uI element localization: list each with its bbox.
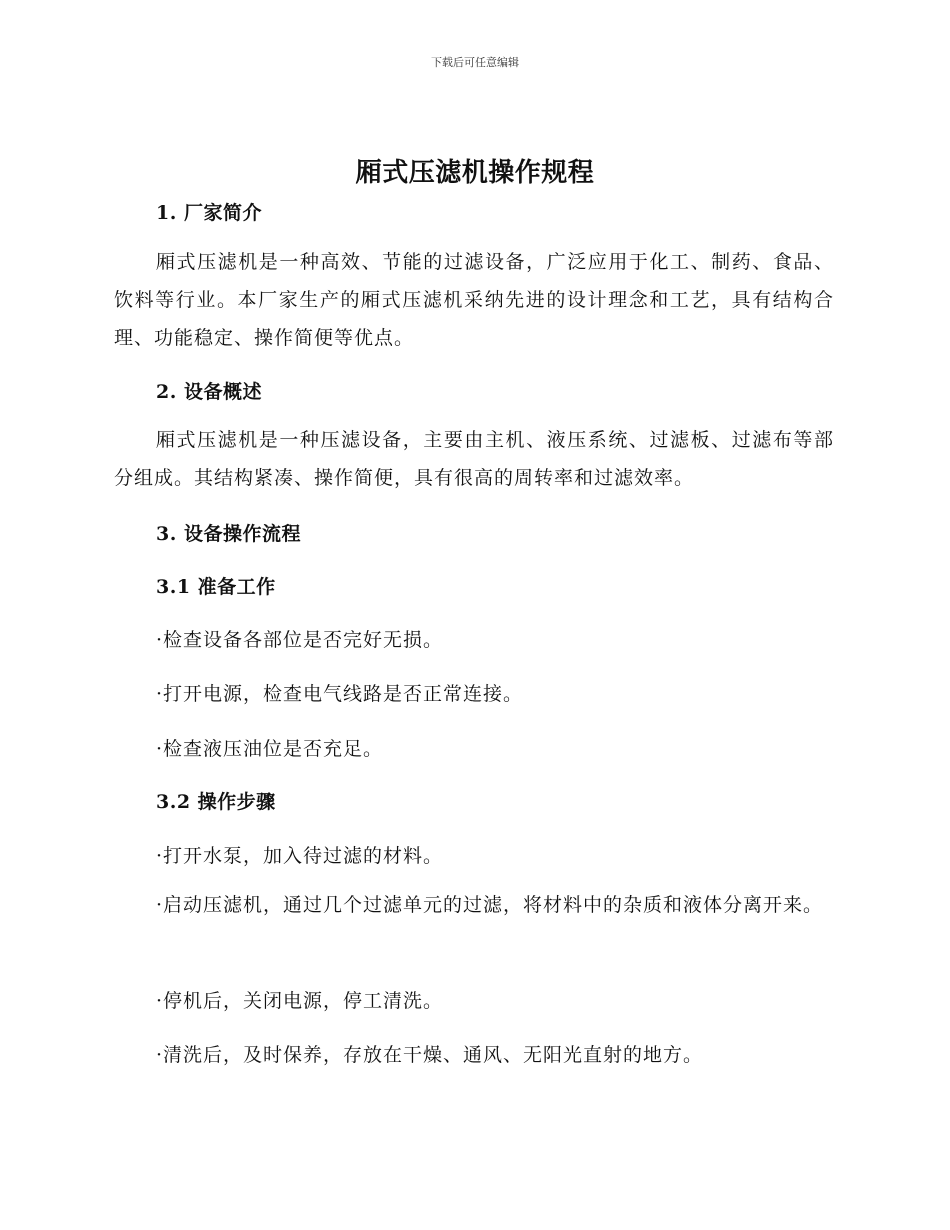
section-3-heading: 3. 设备操作流程 (156, 523, 301, 545)
list-item: ·检查设备各部位是否完好无损。 (156, 629, 444, 651)
list-item: ·停机后，关闭电源，停工清洗。 (156, 990, 444, 1012)
list-item: ·打开电源，检查电气线路是否正常连接。 (156, 683, 524, 705)
list-item: ·启动压滤机，通过几个过滤单元的过滤，将材料中的杂质和液体分离开来。 (156, 894, 824, 916)
document-title: 厢式压滤机操作规程 (355, 158, 595, 188)
list-item: ·清洗后，及时保养，存放在干燥、通风、无阳光直射的地方。 (156, 1044, 704, 1066)
page-header-note: 下载后可任意编辑 (431, 56, 519, 69)
section-1-paragraph: 厢式压滤机是一种高效、节能的过滤设备，广泛应用于化工、制药、食品、饮料等行业。本厂家生产的厢式压滤机采纳先进的设计理念和工艺，具有结构合理、功能稳定、操作简便等优点。 (114, 251, 834, 349)
list-item: ·打开水泵，加入待过滤的材料。 (156, 845, 444, 867)
section-1-heading: 1. 厂家简介 (156, 202, 262, 224)
section-2-heading: 2. 设备概述 (156, 381, 262, 403)
section-2-paragraph: 厢式压滤机是一种压滤设备，主要由主机、液压系统、过滤板、过滤布等部分组成。其结构紧凑、操作简便，具有很高的周转率和过滤效率。 (114, 429, 834, 489)
subsection-3-2-heading: 3.2 操作步骤 (156, 791, 276, 813)
list-item: ·检查液压油位是否充足。 (156, 738, 384, 760)
subsection-3-1-heading: 3.1 准备工作 (156, 576, 276, 598)
